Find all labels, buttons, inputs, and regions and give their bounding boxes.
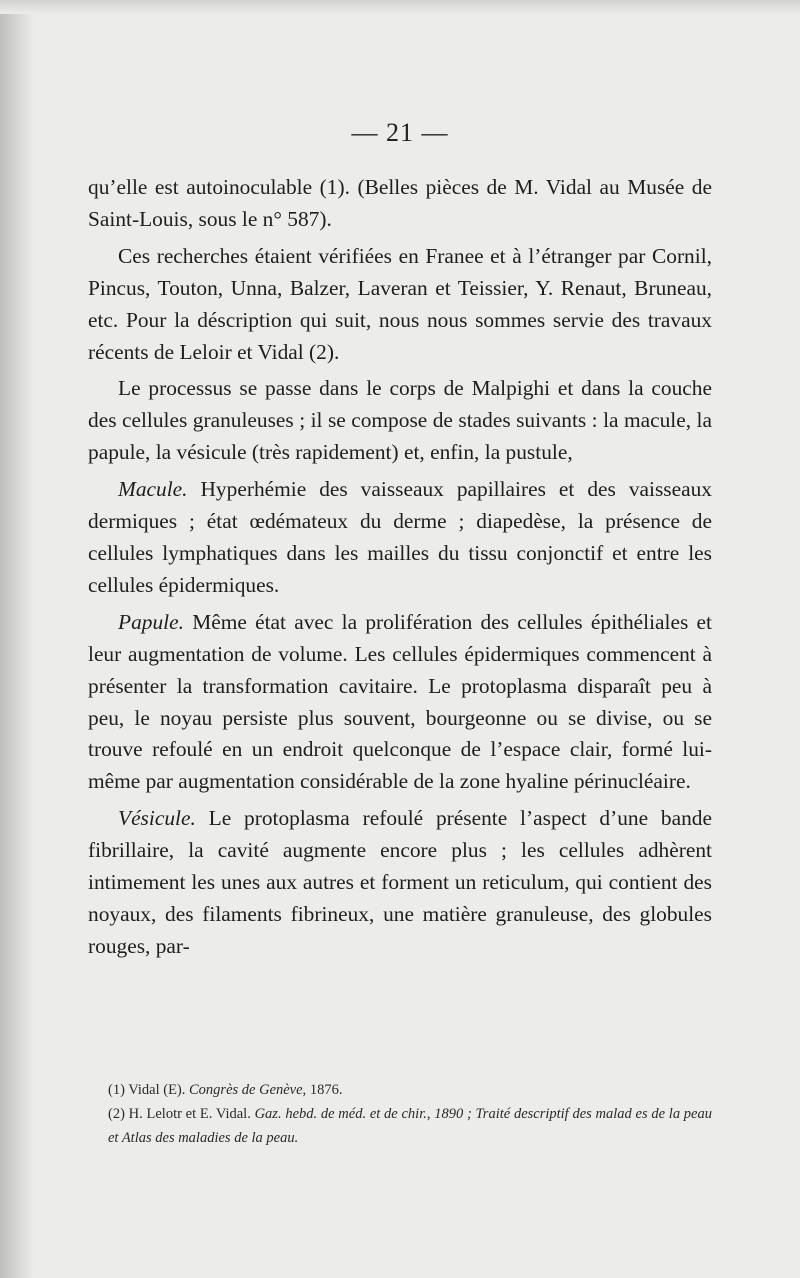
paragraph-1: qu’elle est autoinoculable (1). (Belles pièces de M. Vidal au Musée de Saint-Louis, sous le n° 587). bbox=[88, 175, 712, 231]
binding-shadow bbox=[0, 0, 34, 1278]
vesicule-description: Le protoplasma refoulé présente l’aspect d’une bande fibrillaire, la cavité augmente encore plus ; les cellules adhèrent intimement les unes aux autres et forment un reticulum, qui contient des noyaux, des filaments fibrineux, une matière granuleuse, des globules rouges, par- bbox=[88, 806, 712, 958]
footnote-2-title: Gaz. hebd. de méd. et de chir., 1890 ; Traité descriptif des malad es de la peau et Atlas des maladies de la peau. bbox=[108, 1106, 712, 1146]
paragraph-3: Le processus se passe dans le corps de Malpighi et dans la couche des cellules granuleuses ; il se compose de stades suivants : la macule, la papule, la vésicule (très rapidement) et, enfin, la pustule, bbox=[88, 376, 712, 465]
footnote-1-year: 1876. bbox=[306, 1082, 343, 1098]
macule-description: Hyperhémie des vaisseaux papillaires et des vaisseaux dermiques ; état œdémateux du derme ; diapedèse, la présence de cellules lymphatiques dans les mailles du tissu conjonctif et entre les cellules épidermiques. bbox=[88, 477, 712, 597]
paragraph-papule bbox=[88, 607, 712, 798]
page-number: — 21 — bbox=[351, 118, 449, 147]
papule-description: Même état avec la prolifération des cellules épithéliales et leur augmentation de volume. Les cellules épidermiques commencent à présenter la transformation cavitaire. Le protoplasma disparaît peu à peu, le noyau persiste plus souvent, bourgeonne ou se divise, ou se trouve refoulé en un endroit quelconque de l’espace clair, formé lui-même par augmentation considérable de la zone hyaline périnucléaire. bbox=[88, 609, 712, 794]
body-text bbox=[88, 172, 712, 963]
term-vesicule: Vésicule. bbox=[118, 806, 196, 831]
footnote-1 bbox=[88, 1078, 712, 1102]
top-edge-shadow bbox=[0, 0, 800, 14]
paragraph-vesicule bbox=[88, 803, 712, 963]
term-papule: Papule. bbox=[118, 609, 184, 634]
footnotes bbox=[88, 1078, 712, 1150]
footnote-2-ref: (2) H. Lelotr et E. Vidal. bbox=[108, 1106, 255, 1122]
footnote-1-title: Congrès de Genève, bbox=[189, 1082, 307, 1098]
term-macule: Macule. bbox=[118, 477, 188, 502]
footnote-2 bbox=[88, 1102, 712, 1150]
paragraph-2: Ces recherches étaient vérifiées en Franee et à l’étranger par Cornil, Pincus, Touton, Unna, Balzer, Laveran et Teissier, Y. Renaut, Bruneau, etc. Pour la déscription qui suit, nous nous sommes servie des travaux récents de Leloir et Vidal (2). bbox=[88, 243, 712, 364]
footnote-1-ref: (1) Vidal (E). bbox=[108, 1082, 190, 1098]
paragraph-macule bbox=[88, 474, 712, 602]
